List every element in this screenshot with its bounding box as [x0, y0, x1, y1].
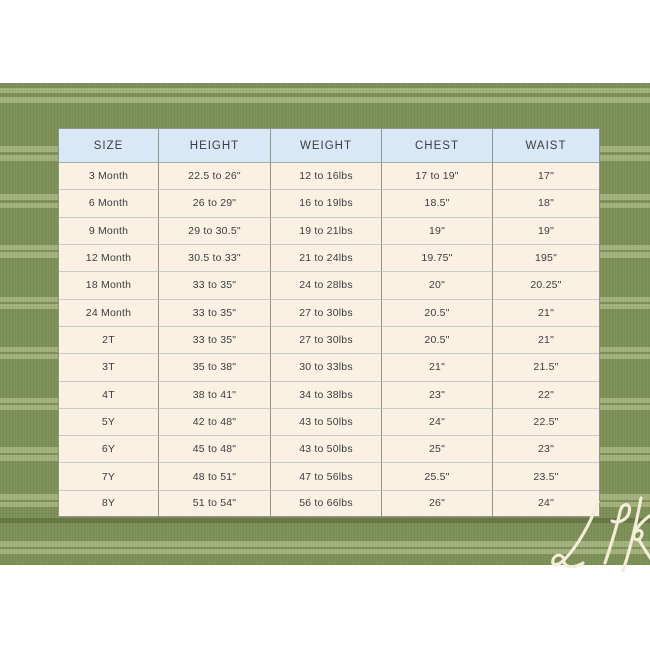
value-cell: 33 to 35" [159, 300, 271, 327]
value-cell: 27 to 30lbs [271, 327, 382, 354]
value-cell: 56 to 66lbs [271, 491, 382, 516]
table-row [59, 409, 599, 436]
value-cell: 19" [493, 218, 599, 245]
value-cell: 20" [382, 272, 493, 299]
size-cell: 6Y [59, 436, 159, 463]
table-header-row [59, 129, 599, 163]
value-cell: 17 to 19" [382, 163, 493, 190]
logo-letter-k-stem [623, 498, 641, 571]
size-cell: 3T [59, 354, 159, 381]
value-cell: 47 to 56lbs [271, 463, 382, 490]
value-cell: 23.5" [493, 463, 599, 490]
table-row [59, 436, 599, 463]
size-cell: 5Y [59, 409, 159, 436]
value-cell: 17" [493, 163, 599, 190]
size-cell: 3 Month [59, 163, 159, 190]
value-cell: 26 to 29" [159, 190, 271, 217]
table-body [59, 163, 599, 516]
value-cell: 33 to 35" [159, 327, 271, 354]
table-row [59, 491, 599, 516]
table-row [59, 463, 599, 490]
size-cell: 4T [59, 382, 159, 409]
value-cell: 12 to 16lbs [271, 163, 382, 190]
value-cell: 20.5" [382, 327, 493, 354]
value-cell: 195" [493, 245, 599, 272]
value-cell: 29 to 30.5" [159, 218, 271, 245]
column-header-waist: WAIST [493, 129, 599, 163]
table-row [59, 382, 599, 409]
value-cell: 20.25" [493, 272, 599, 299]
value-cell: 51 to 54" [159, 491, 271, 516]
value-cell: 21" [493, 327, 599, 354]
value-cell: 21 to 24lbs [271, 245, 382, 272]
value-cell: 42 to 48" [159, 409, 271, 436]
value-cell: 26" [382, 491, 493, 516]
value-cell: 18.5" [382, 190, 493, 217]
value-cell: 38 to 41" [159, 382, 271, 409]
table-row [59, 300, 599, 327]
value-cell: 22.5 to 26" [159, 163, 271, 190]
value-cell: 21" [493, 300, 599, 327]
value-cell: 35 to 38" [159, 354, 271, 381]
size-cell: 12 Month [59, 245, 159, 272]
value-cell: 34 to 38lbs [271, 382, 382, 409]
logo-letter-l [553, 502, 598, 567]
size-cell: 18 Month [59, 272, 159, 299]
value-cell: 24 to 28lbs [271, 272, 382, 299]
value-cell: 21.5" [493, 354, 599, 381]
value-cell: 19 to 21lbs [271, 218, 382, 245]
value-cell: 43 to 50lbs [271, 409, 382, 436]
value-cell: 22" [493, 382, 599, 409]
value-cell: 27 to 30lbs [271, 300, 382, 327]
table-row [59, 354, 599, 381]
value-cell: 24" [382, 409, 493, 436]
table-row [59, 327, 599, 354]
value-cell: 48 to 51" [159, 463, 271, 490]
size-cell: 9 Month [59, 218, 159, 245]
value-cell: 30 to 33lbs [271, 354, 382, 381]
value-cell: 23" [382, 382, 493, 409]
value-cell: 43 to 50lbs [271, 436, 382, 463]
value-cell: 22.5" [493, 409, 599, 436]
value-cell: 16 to 19lbs [271, 190, 382, 217]
value-cell: 33 to 35" [159, 272, 271, 299]
column-header-size: SIZE [59, 129, 159, 163]
size-cell: 6 Month [59, 190, 159, 217]
lpk-monogram-logo [544, 496, 650, 582]
size-cell: 2T [59, 327, 159, 354]
column-header-chest: CHEST [382, 129, 493, 163]
value-cell: 18" [493, 190, 599, 217]
value-cell: 19.75" [382, 245, 493, 272]
value-cell: 45 to 48" [159, 436, 271, 463]
size-cell: 7Y [59, 463, 159, 490]
column-header-height: HEIGHT [159, 129, 271, 163]
size-cell: 24 Month [59, 300, 159, 327]
value-cell: 23" [493, 436, 599, 463]
value-cell: 19" [382, 218, 493, 245]
value-cell: 20.5" [382, 300, 493, 327]
column-header-weight: WEIGHT [271, 129, 382, 163]
value-cell: 30.5 to 33" [159, 245, 271, 272]
table-row [59, 245, 599, 272]
size-chart-table [58, 128, 600, 517]
table-row [59, 218, 599, 245]
table-row [59, 272, 599, 299]
table-row [59, 163, 599, 190]
value-cell: 25.5" [382, 463, 493, 490]
logo-letter-p [605, 505, 630, 563]
value-cell: 24" [537, 497, 554, 510]
size-cell: 8Y [59, 491, 159, 516]
value-cell: 21" [382, 354, 493, 381]
value-cell: 25" [382, 436, 493, 463]
table-row [59, 190, 599, 217]
